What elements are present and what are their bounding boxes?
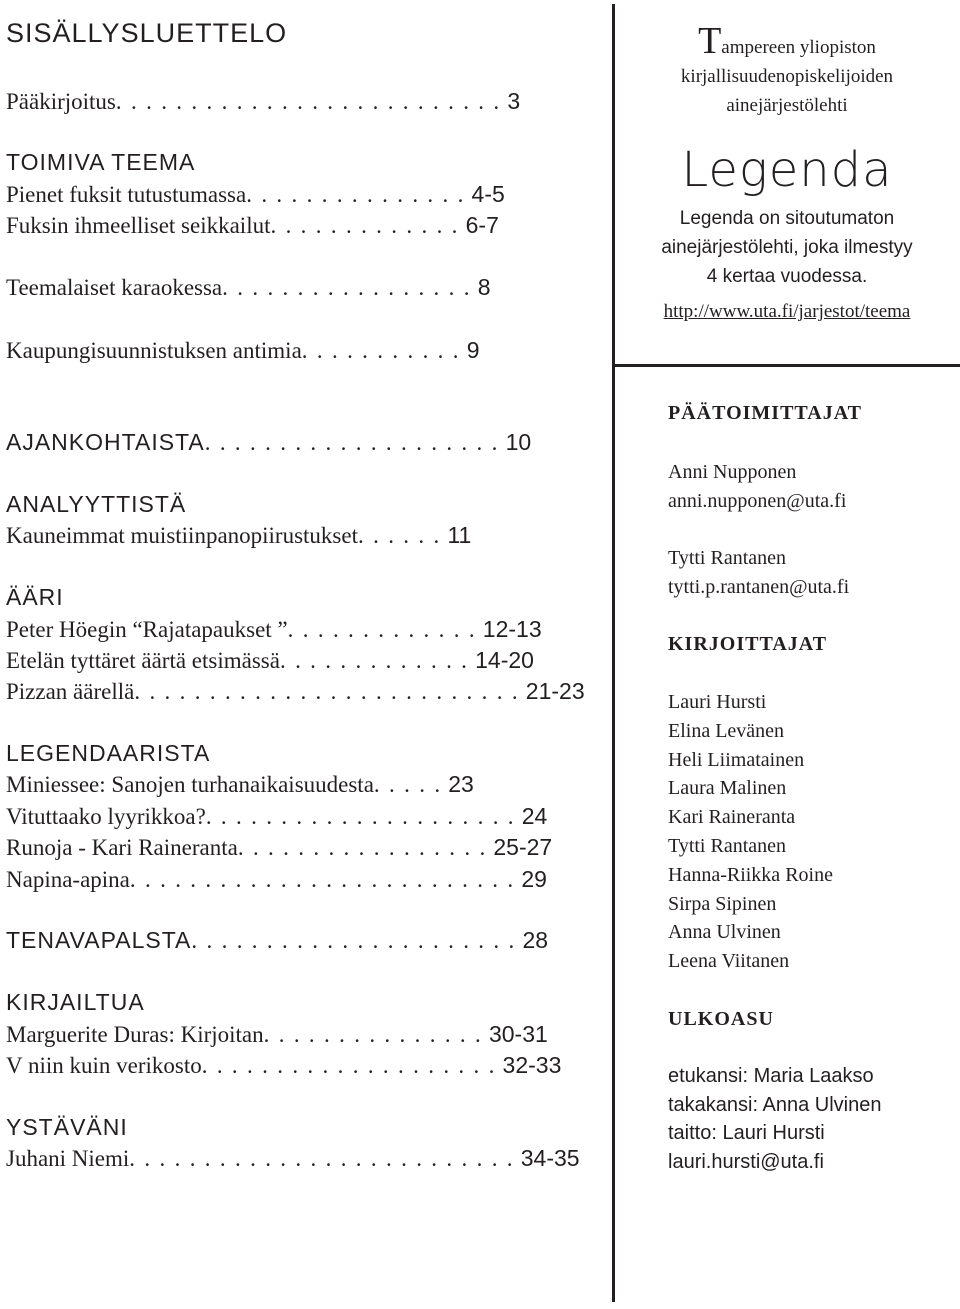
toc-entry-title: Marguerite Duras: Kirjoitan — [6, 1022, 264, 1047]
toc-page-number: 32-33 — [496, 1052, 562, 1078]
layout-credit: etukansi: Maria Laakso — [668, 1065, 874, 1087]
toc-entry-title: Vituttaako lyyrikkoa? — [6, 804, 206, 829]
masthead-tagline — [614, 22, 960, 120]
toc-entry-title: Kauneimmat muistiinpanopiirustukset — [6, 523, 358, 548]
toc-section-heading — [6, 1116, 128, 1139]
writer-name: Hanna-Riikka Roine — [668, 863, 833, 886]
toc-section-heading — [6, 742, 210, 765]
tagline-line-3: ainejärjestölehti — [726, 95, 848, 116]
layout-heading: ULKOASU — [668, 1008, 774, 1030]
toc-page-number: 9 — [460, 337, 480, 363]
toc-section-heading — [6, 431, 531, 454]
toc-leader-dots: . . . . . . — [358, 523, 442, 548]
horizontal-divider — [614, 364, 960, 367]
toc-entry — [6, 649, 534, 672]
masthead-description — [614, 204, 960, 291]
writer-name: Heli Liimatainen — [668, 748, 805, 771]
toc-entry — [6, 773, 474, 796]
toc-page-number: 8 — [471, 274, 491, 300]
toc-entry — [6, 1023, 548, 1046]
toc-leader-dots: . . . . . . . . . . . . . . . . . . . . . . . . . . — [134, 679, 520, 704]
toc-entry-title: Teemalaiset karaokessa — [6, 275, 223, 300]
toc-entry — [6, 90, 520, 113]
toc-section-heading — [6, 586, 64, 609]
toc-leader-dots: . . . . . . . . . . . . . . . . . . . . . . . . . . — [129, 867, 515, 892]
toc-entry-title: LEGENDAARISTA — [6, 740, 211, 766]
toc-leader-dots: . . . . . . . . . . . . . . . . . — [237, 835, 487, 860]
tagline-line-1-rest: ampereen yliopiston — [721, 37, 876, 58]
toc-entry-title: Peter Höegin “Rajatapaukset ” — [6, 617, 288, 642]
toc-section-heading — [6, 493, 186, 516]
toc-entry — [6, 214, 499, 237]
writer-name: Kari Raineranta — [668, 806, 796, 829]
editor-name: Tytti Rantanen — [668, 547, 787, 569]
toc-entry-title: AJANKOHTAISTA — [6, 429, 205, 455]
toc-entry-title: Juhani Niemi — [6, 1146, 130, 1171]
toc-page-number: 3 — [500, 88, 521, 114]
toc-entry — [6, 276, 491, 299]
toc-entry — [6, 868, 547, 891]
website-link[interactable]: http://www.uta.fi/jarjestot/teema — [663, 301, 911, 322]
toc-page-number: 11 — [441, 522, 472, 548]
toc-leader-dots: . . . . . . . . . . . . . . . . . . . . — [204, 430, 500, 455]
editor-name: Anni Nupponen — [668, 461, 797, 483]
editor-email: tytti.p.rantanen@uta.fi — [668, 576, 850, 598]
toc-page-number: 28 — [516, 927, 549, 953]
toc-section-heading — [6, 991, 145, 1014]
toc-leader-dots: . . . . . . . . . . . . . — [287, 617, 477, 642]
toc-entry-title: Pizzan äärellä — [6, 679, 135, 704]
tagline-line-2: kirjallisuudenopiskelijoiden — [680, 66, 894, 87]
legenda-logo: Legenda — [681, 142, 893, 198]
toc-leader-dots: . . . . . — [373, 772, 442, 797]
writers-heading: KIRJOITTAJAT — [668, 633, 828, 655]
toc-leader-dots: . . . . . . . . . . . . . . . . . . . . . . . . . . — [129, 1146, 515, 1171]
toc-entry-title: Etelän tyttäret äärtä etsimässä — [6, 648, 280, 673]
toc-entry — [6, 618, 542, 641]
toc-page-number: 10 — [499, 429, 532, 455]
toc-page-number: 14-20 — [468, 647, 534, 673]
description-line-2: ainejärjestölehti, joka ilmestyy — [661, 237, 913, 258]
toc-page-number: 30-31 — [482, 1021, 548, 1047]
toc-leader-dots: . . . . . . . . . . . . . . . — [246, 182, 466, 207]
toc-leader-dots: . . . . . . . . . . . . . . . . . . . . . . — [191, 928, 517, 953]
toc-leader-dots: . . . . . . . . . . . . . . . . . — [222, 275, 472, 300]
editor-email: anni.nupponen@uta.fi — [668, 490, 847, 512]
toc-entry-title: ANALYYTTISTÄ — [6, 491, 187, 517]
editors-heading: PÄÄTOIMITTAJAT — [668, 402, 863, 424]
layout-credit: taitto: Lauri Hursti — [668, 1122, 825, 1144]
toc-page-number: 21-23 — [519, 678, 585, 704]
toc-entry — [6, 183, 505, 206]
masthead — [614, 22, 960, 323]
toc-entry-title: TENAVAPALSTA — [6, 927, 192, 953]
writer-name: Lauri Hursti — [668, 691, 767, 713]
writer-name: Leena Viitanen — [668, 950, 790, 973]
writer-name: Laura Malinen — [668, 777, 787, 800]
toc-entry — [6, 339, 480, 362]
toc-page-number: 23 — [441, 771, 474, 797]
toc-page-number: 6-7 — [459, 212, 499, 238]
toc-entry-title: Napina-apina — [6, 867, 130, 892]
toc-entry-title: TOIMIVA TEEMA — [6, 149, 196, 175]
writer-name: Elina Levänen — [668, 719, 785, 742]
toc-entry — [6, 524, 471, 547]
toc-leader-dots: . . . . . . . . . . . . . — [279, 648, 469, 673]
toc-entry-title: Runoja - Kari Raineranta — [6, 835, 238, 860]
toc-entry-title: Fuksin ihmeelliset seikkailut — [6, 213, 271, 238]
tagline-initial: T — [698, 20, 722, 62]
writer-name: Sirpa Sipinen — [668, 892, 777, 915]
toc-leader-dots: . . . . . . . . . . . . . — [270, 213, 460, 238]
toc-entry — [6, 836, 552, 859]
toc-page-number: 25-27 — [487, 834, 553, 860]
toc-entry-title: ÄÄRI — [6, 584, 64, 610]
toc-entry-title: V niin kuin verikosto — [6, 1053, 202, 1078]
toc-leader-dots: . . . . . . . . . . . . . . . . . . . . — [201, 1053, 497, 1078]
writer-name: Anna Ulvinen — [668, 921, 781, 944]
toc-leader-dots: . . . . . . . . . . . . . . . . . . . . . . . . . . — [115, 89, 501, 114]
toc-page-number: 12-13 — [476, 616, 542, 642]
toc-leader-dots: . . . . . . . . . . . . . . . — [263, 1022, 483, 1047]
layout-credit: lauri.hursti@uta.fi — [668, 1150, 824, 1173]
toc-section-heading — [6, 151, 195, 174]
writer-name: Tytti Rantanen — [668, 835, 787, 857]
toc-page-number: 29 — [514, 866, 547, 892]
toc-entry-title: Miniessee: Sanojen turhanaikaisuudesta — [6, 772, 374, 797]
toc-section-heading — [6, 929, 548, 952]
toc-entry-title: YSTÄVÄNI — [6, 1114, 128, 1140]
toc-leader-dots: . . . . . . . . . . . . . . . . . . . . . — [205, 804, 516, 829]
toc-entry-title: Kaupungisuunnistuksen antimia — [6, 338, 302, 363]
toc-entry-title: KIRJAILTUA — [6, 989, 145, 1015]
toc-title: SISÄLLYSLUETTELO — [6, 18, 288, 48]
description-line-3: 4 kertaa vuodessa. — [706, 266, 868, 287]
toc-entry — [6, 680, 585, 703]
tagline-line-1 — [614, 22, 960, 62]
toc-entry — [6, 1054, 561, 1077]
toc-entry-title: Pääkirjoitus — [6, 89, 116, 114]
toc-entry-title: Pienet fuksit tutustumassa — [6, 182, 247, 207]
toc-page-number: 34-35 — [514, 1145, 580, 1171]
toc-leader-dots: . . . . . . . . . . . — [301, 338, 461, 363]
toc-page-number: 24 — [515, 803, 548, 829]
layout-credit: takakansi: Anna Ulvinen — [668, 1093, 882, 1116]
toc-entry — [6, 1147, 580, 1170]
toc-entry — [6, 805, 547, 828]
toc-page-number: 4-5 — [465, 181, 505, 207]
description-line-1: Legenda on sitoutumaton — [679, 208, 895, 229]
